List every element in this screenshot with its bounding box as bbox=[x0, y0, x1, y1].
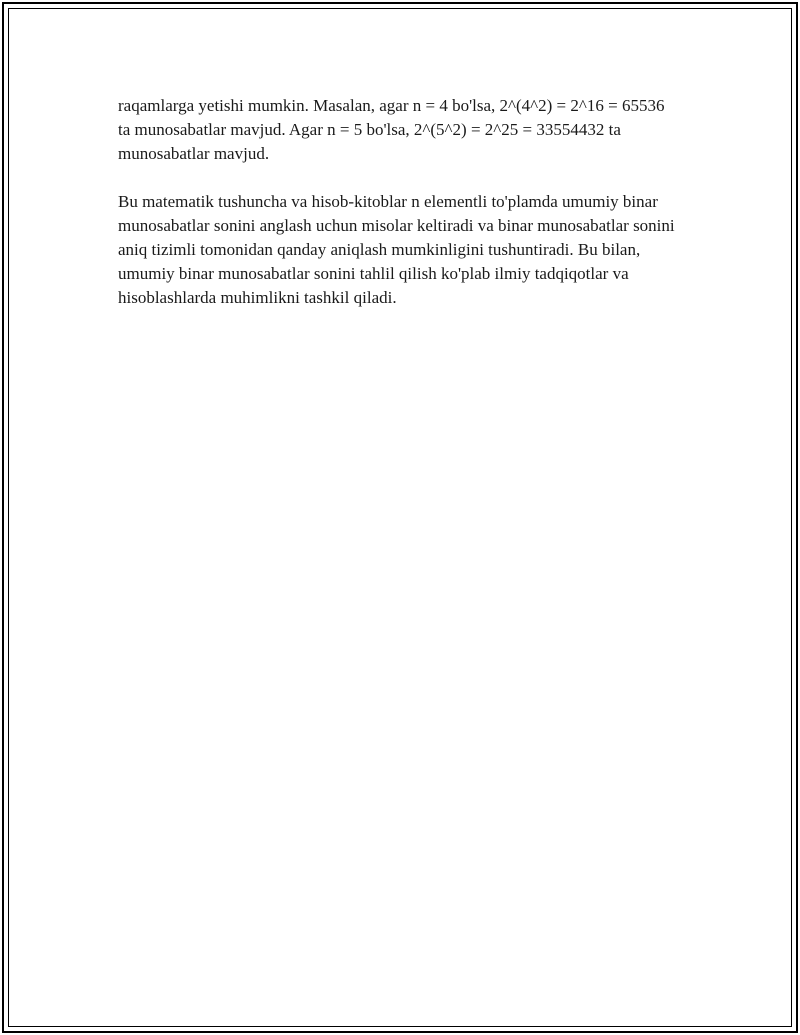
paragraph-1: raqamlarga yetishi mumkin. Masalan, agar n = 4 bo'lsa, 2^(4^2) = 2^16 = 65536 ta munosabatlar mavjud. Agar n = 5 bo'lsa, 2^(5^2) = 2^25 = 33554432 ta munosabatlar mavjud. bbox=[118, 96, 665, 163]
paragraph-2: Bu matematik tushuncha va hisob-kitoblar n elementli to'plamda umumiy binar munosabatlar sonini anglash uchun misolar keltiradi va binar munosabatlar sonini aniq tizimli tomonidan qanday aniqlash mumkinligini tushuntiradi. Bu bilan, umumiy binar munosabatlar sonini tahlil qilish ko'plab ilmiy tadqiqotlar va hisoblashlarda muhimlikni tashkil qiladi. bbox=[118, 192, 675, 307]
document-body bbox=[118, 94, 678, 334]
